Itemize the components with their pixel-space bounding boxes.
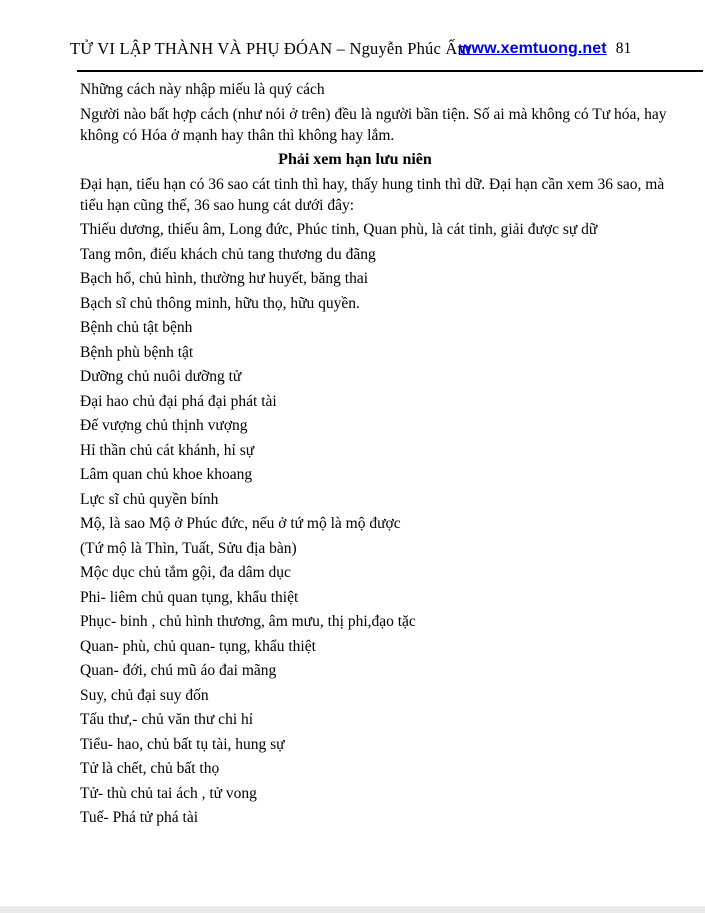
website-link[interactable]: www.xemtuong.net	[459, 40, 607, 57]
text-line: Bệnh chủ tật bệnh	[80, 319, 193, 336]
text-line: Phi- liêm chủ quan tụng, khẩu thiệt	[80, 588, 299, 606]
text-line: Bệnh phù bệnh tật	[80, 343, 194, 361]
page-number: 81	[615, 40, 632, 57]
header-divider	[77, 70, 703, 72]
text-line: Quan- đới, chú mũ áo đai mãng	[80, 662, 277, 679]
text-line: Tang môn, điếu khách chủ tang thương du đãng	[80, 245, 376, 263]
text-line: Người nào bất hợp cách (như nói ở trên) đều là người bần tiện. Số ai mà không có Tư hóa, hay	[80, 105, 667, 123]
header-right-group	[459, 40, 631, 58]
text-line: tiểu hạn cũng thế, 36 sao hung cát dưới đây:	[80, 196, 355, 214]
text-line: Tấu thư,- chủ văn thư chi hỉ	[80, 711, 254, 728]
text-line: Tử- thù chủ tai ách , tử vong	[80, 784, 257, 802]
text-line: Đế vượng chủ thịnh vượng	[80, 417, 248, 434]
text-line: Lực sĩ chủ quyền bính	[80, 490, 219, 508]
text-line: Bạch hổ, chủ hình, thường hư huyết, băng thai	[80, 270, 369, 287]
text-line: Tiểu- hao, chủ bất tụ tài, hung sự	[80, 735, 285, 753]
text-line: không có Hóa ở mạnh hay thân thì không hay lắm.	[80, 126, 395, 144]
text-line: Hỉ thần chủ cát khánh, hỉ sự	[80, 441, 255, 459]
text-line: Lâm quan chủ khoe khoang	[80, 466, 253, 483]
text-line: Tuế- Phá tử phá tài	[80, 809, 199, 826]
text-line: Phục- binh , chủ hình thương, âm mưu, thị phi,đạo tặc	[80, 613, 416, 630]
text-line: (Tứ mộ là Thìn, Tuất, Sửu địa bàn)	[80, 539, 297, 557]
document-title: TỬ VI LẬP THÀNH VÀ PHỤ ĐÓAN – Nguyễn Phúc Ấm	[70, 39, 471, 58]
section-heading: Phải xem hạn lưu niên	[278, 151, 432, 168]
text-line: Mộc dục chủ tắm gội, đa dâm dục	[80, 564, 291, 581]
text-line: Tử là chết, chủ bất thọ	[80, 760, 220, 777]
text-line: Dưỡng chủ nuôi dưỡng tử	[80, 368, 242, 385]
text-line: Đại hạn, tiểu hạn có 36 sao cát tinh thì hay, thấy hung tinh thì dữ. Đại hạn cần xem 36 sao, mà	[80, 175, 665, 193]
text-line: Suy, chủ đại suy đốn	[80, 686, 209, 704]
bottom-edge-bar	[0, 906, 705, 913]
text-line: Bạch sĩ chủ thông minh, hữu thọ, hữu quyền.	[80, 294, 360, 312]
text-line: Thiếu dương, thiếu âm, Long đức, Phúc tinh, Quan phù, là cát tinh, giải được sự dữ	[80, 221, 598, 238]
document-content	[80, 79, 702, 832]
text-line: Mộ, là sao Mộ ở Phúc đức, nếu ở tứ mộ là mộ được	[80, 515, 401, 532]
paragraph	[80, 174, 702, 216]
text-line: Đại hao chủ đại phá đại phát tài	[80, 392, 277, 410]
paragraph	[80, 104, 702, 146]
text-line: Những cách này nhập miếu là quý cách	[80, 81, 325, 98]
text-line: Quan- phù, chủ quan- tụng, khẩu thiệt	[80, 637, 316, 655]
